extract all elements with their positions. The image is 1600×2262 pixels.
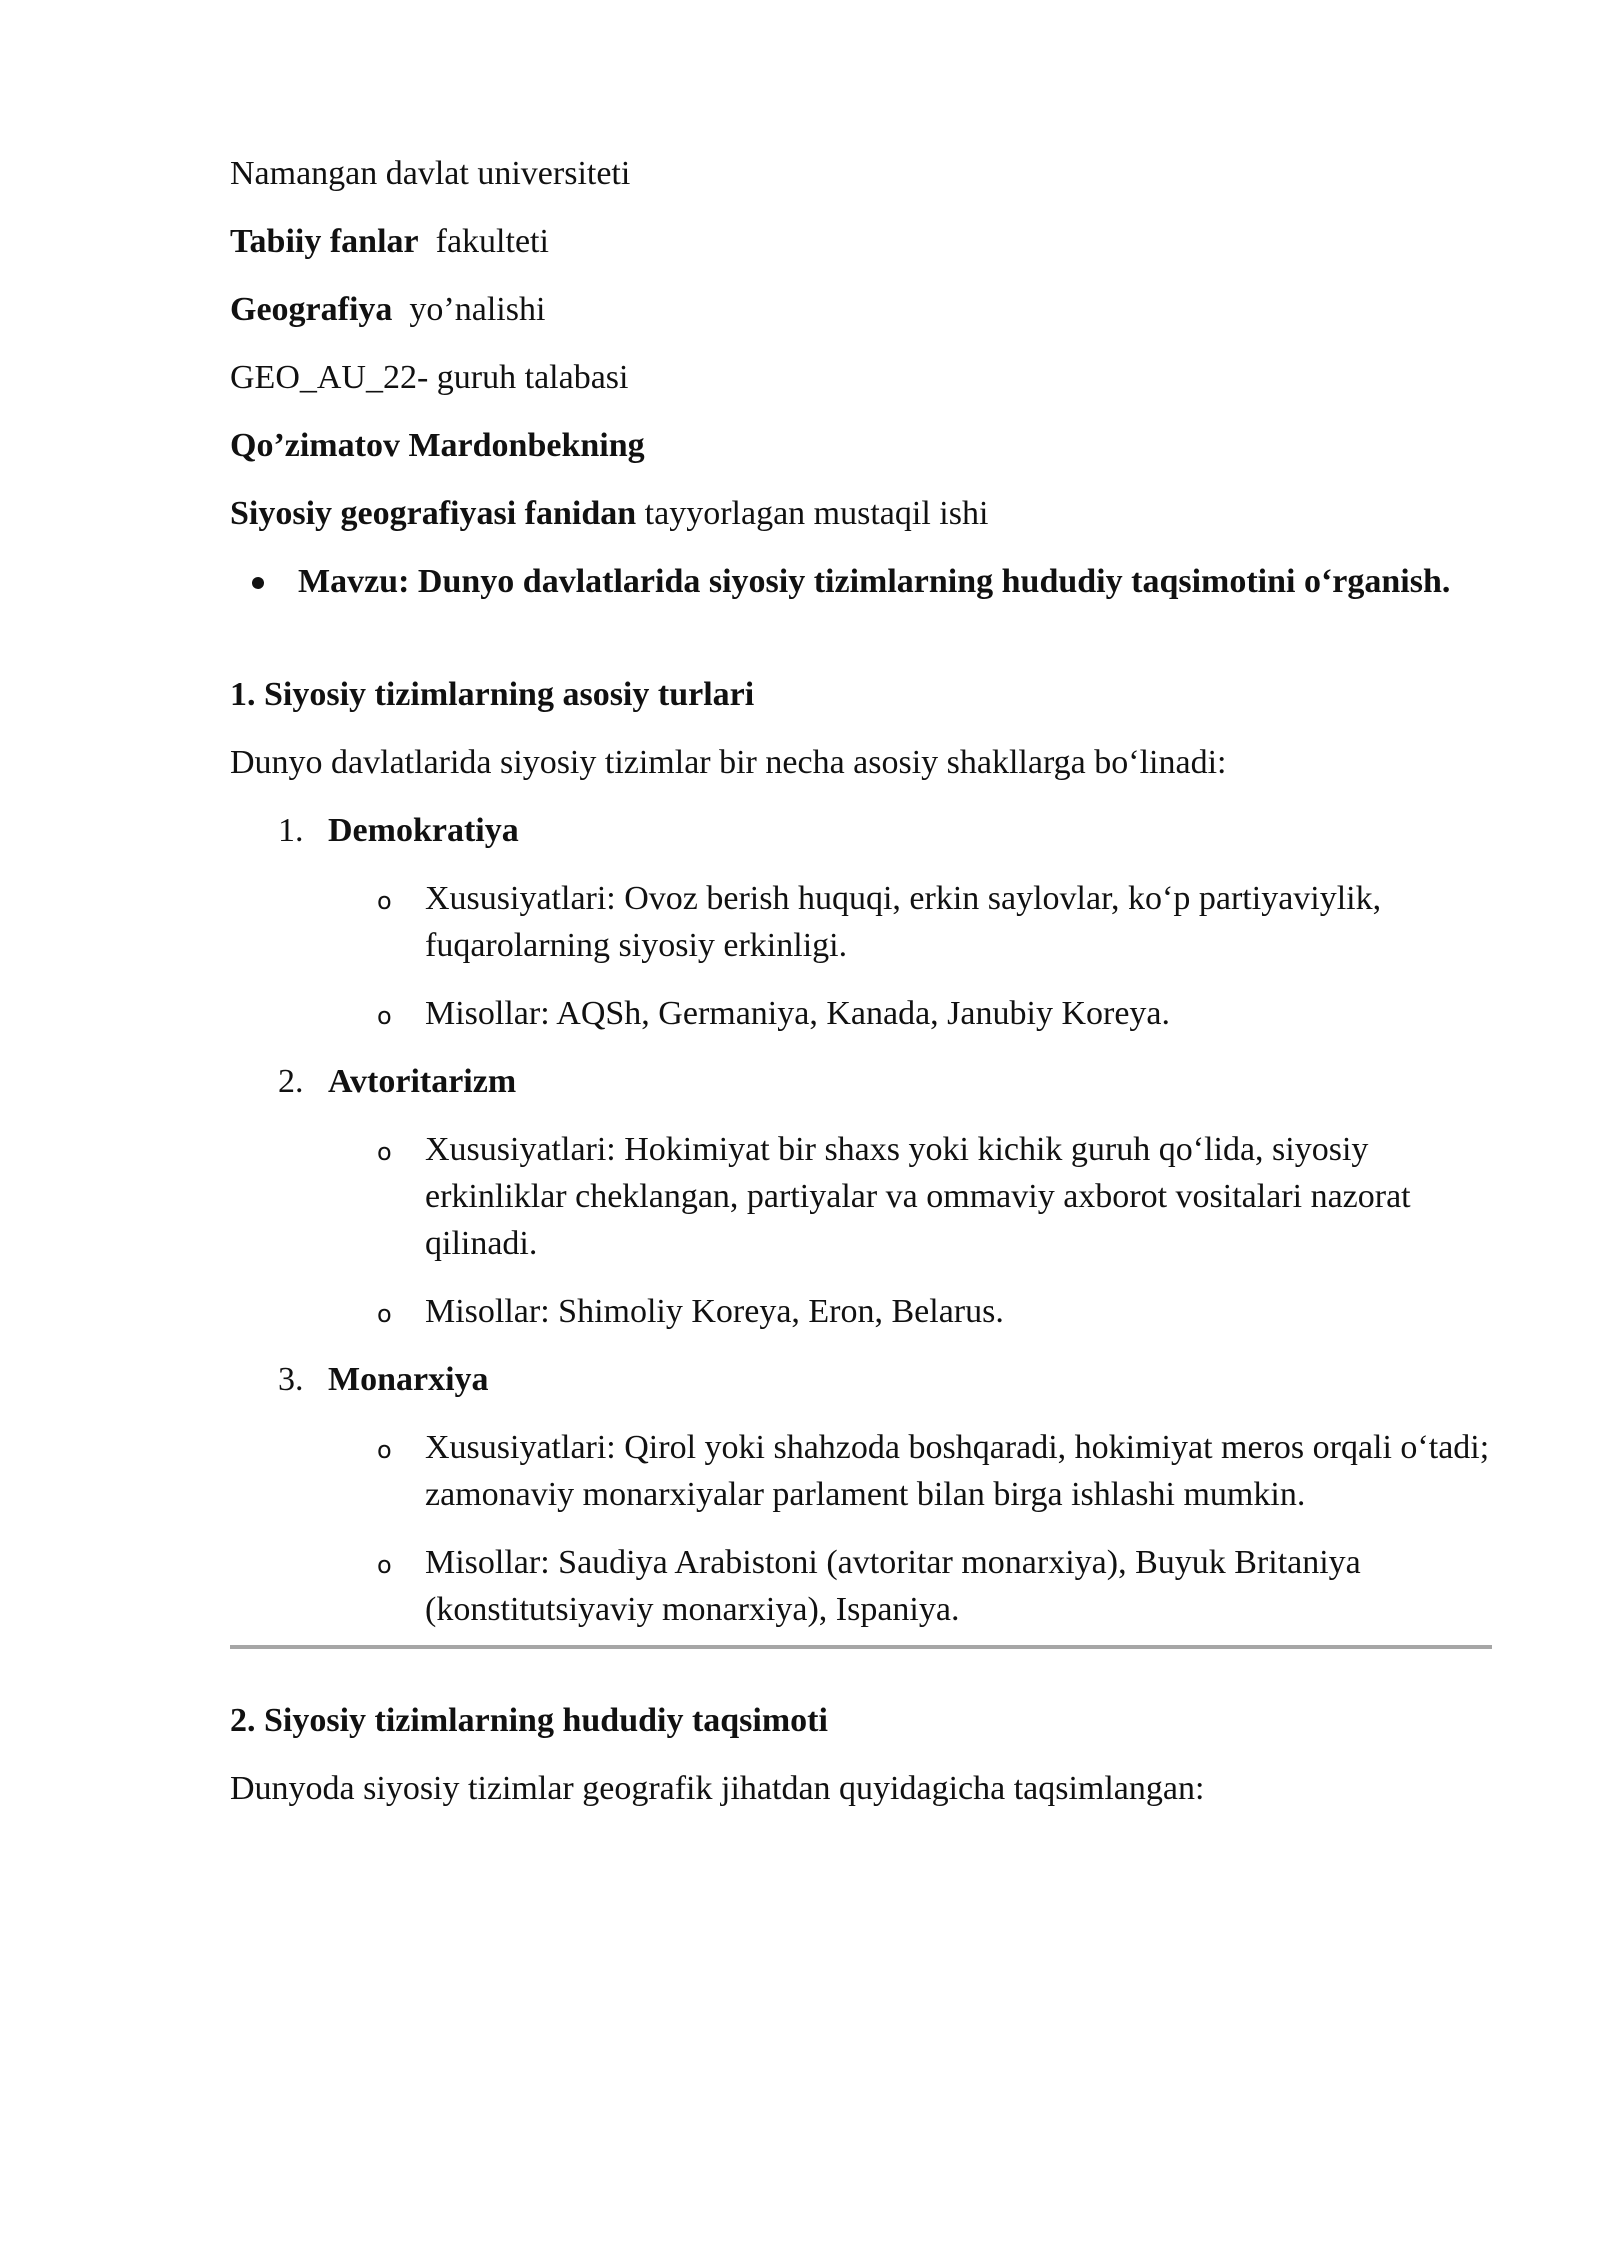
section2-heading: 2. Siyosiy tizimlarning hududiy taqsimoti <box>230 1702 828 1739</box>
faculty-suffix: fakulteti <box>418 223 549 260</box>
topic-text: Mavzu: Dunyo davlatlarida siyosiy tizimlarning hududiy taqsimotini o‘rganish. <box>298 563 1451 600</box>
list-item-title: Demokratiya <box>328 812 519 849</box>
list-item-avtoritarizm <box>230 1058 1490 1105</box>
sub-list-item <box>230 1424 1490 1518</box>
sub-list-text: Xususiyatlari: Ovoz berish huquqi, erkin saylovlar, ko‘p partiyaviylik, fuqarolarning siyosiy erkinligi. <box>425 880 1382 964</box>
sub-list-item <box>230 875 1490 969</box>
list-item-title: Avtoritarizm <box>328 1063 517 1100</box>
faculty-name: Tabiiy fanlar <box>230 223 419 260</box>
circle-bullet-icon: o <box>377 1002 392 1030</box>
circle-bullet-icon: o <box>377 1436 392 1464</box>
sub-list-text: Xususiyatlari: Qirol yoki shahzoda boshqaradi, hokimiyat meros orqali o‘tadi; zamonaviy monarxiyalar parlament bilan birga ishlashi mumkin. <box>425 1429 1490 1513</box>
list-number: 2. <box>278 1063 304 1100</box>
section2-intro: Dunyoda siyosiy tizimlar geografik jihatdan quyidagicha taqsimlangan: <box>230 1770 1205 1807</box>
document-page <box>230 150 1490 1833</box>
group-line: GEO_AU_22- guruh talabasi <box>230 359 629 396</box>
direction-name: Geografiya <box>230 291 393 328</box>
sub-list-item <box>230 1539 1490 1633</box>
direction-suffix: yo’nalishi <box>392 291 546 328</box>
sub-list-text: Misollar: Shimoliy Koreya, Eron, Belarus. <box>425 1293 1004 1330</box>
subject-line <box>230 490 1490 537</box>
bullet-dot-icon <box>252 577 264 589</box>
list-item-title: Monarxiya <box>328 1361 489 1398</box>
horizontal-divider <box>230 1645 1492 1649</box>
circle-bullet-icon: o <box>377 1138 392 1166</box>
university-line: Namangan davlat universiteti <box>230 155 631 192</box>
section1-heading: 1. Siyosiy tizimlarning asosiy turlari <box>230 676 755 713</box>
circle-bullet-icon: o <box>377 1551 392 1579</box>
list-number: 1. <box>278 812 304 849</box>
sub-list-text: Misollar: AQSh, Germaniya, Kanada, Janubiy Koreya. <box>425 995 1170 1032</box>
subject-suffix: tayyorlagan mustaqil ishi <box>636 495 989 532</box>
student-name: Qo’zimatov Mardonbekning <box>230 427 645 464</box>
faculty-line <box>230 218 1490 265</box>
sub-list-item <box>230 990 1490 1037</box>
sub-list-text: Misollar: Saudiya Arabistoni (avtoritar monarxiya), Buyuk Britaniya (konstitutsiyaviy monarxiya), Ispaniya. <box>425 1544 1361 1628</box>
topic-bullet <box>230 558 1490 605</box>
list-item-monarxiya <box>230 1356 1490 1403</box>
circle-bullet-icon: o <box>377 887 392 915</box>
list-number: 3. <box>278 1361 304 1398</box>
direction-line <box>230 286 1490 333</box>
subject-name: Siyosiy geografiyasi fanidan <box>230 495 637 532</box>
sub-list-item <box>230 1126 1490 1267</box>
section1-intro: Dunyo davlatlarida siyosiy tizimlar bir necha asosiy shakllarga bo‘linadi: <box>230 744 1227 781</box>
circle-bullet-icon: o <box>377 1300 392 1328</box>
sub-list-text: Xususiyatlari: Hokimiyat bir shaxs yoki kichik guruh qo‘lida, siyosiy erkinliklar cheklangan, partiyalar va ommaviy axborot vositalari nazorat qilinadi. <box>425 1131 1411 1262</box>
sub-list-item <box>230 1288 1490 1335</box>
list-item-demokratiya <box>230 807 1490 854</box>
